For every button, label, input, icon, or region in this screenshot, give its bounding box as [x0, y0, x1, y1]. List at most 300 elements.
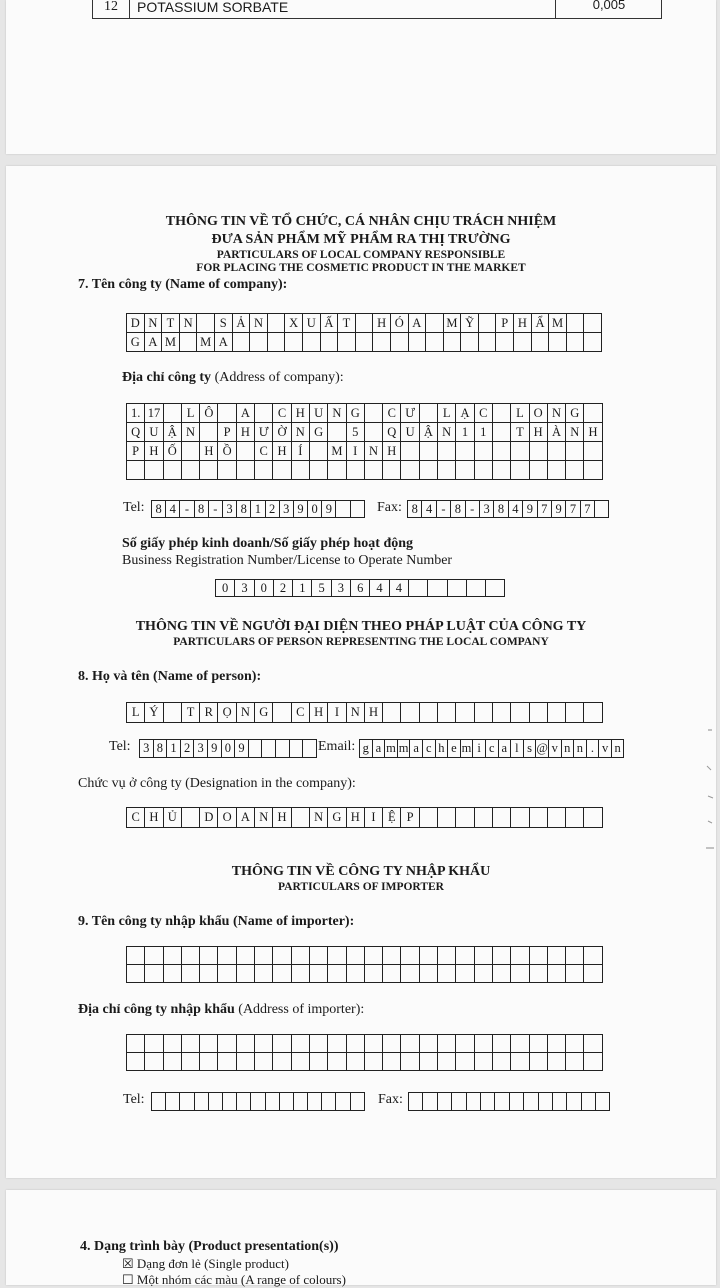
empty-char-box	[456, 965, 474, 983]
char-box	[351, 501, 365, 518]
char-box: Ạ	[456, 404, 474, 423]
char-box: Ọ	[218, 703, 236, 723]
char-box	[218, 404, 236, 423]
char-box: 8	[154, 740, 168, 758]
char-box: 7	[538, 501, 552, 518]
empty-char-box	[127, 1035, 145, 1053]
char-box: Ư	[401, 404, 419, 423]
char-box	[566, 703, 584, 723]
empty-char-box	[548, 947, 566, 965]
char-box: 1	[456, 423, 474, 442]
char-box: -	[437, 501, 451, 518]
char-box: H	[365, 703, 383, 723]
char-box	[197, 314, 215, 333]
char-box: N	[438, 423, 456, 442]
empty-char-box	[456, 1035, 474, 1053]
char-box: 4	[370, 580, 389, 597]
empty-char-box	[145, 1035, 163, 1053]
empty-char-box	[530, 1035, 548, 1053]
char-box: @	[536, 740, 549, 758]
char-box: N	[365, 442, 383, 461]
char-box	[347, 461, 365, 480]
empty-char-box	[584, 1053, 602, 1071]
empty-char-box	[475, 1053, 493, 1071]
empty-char-box	[584, 1035, 602, 1053]
char-box: H	[273, 808, 291, 828]
char-box: 1.	[127, 404, 145, 423]
char-box	[532, 333, 550, 352]
char-box	[584, 442, 602, 461]
char-box: A	[237, 808, 255, 828]
char-box	[438, 808, 456, 828]
char-box: I	[365, 808, 383, 828]
empty-char-box	[438, 965, 456, 983]
local-title-en-1: PARTICULARS OF LOCAL COMPANY RESPONSIBLE	[216, 249, 506, 261]
char-box: H	[530, 423, 548, 442]
char-box	[426, 333, 444, 352]
char-box	[420, 461, 438, 480]
empty-char-box	[530, 947, 548, 965]
char-box	[401, 703, 419, 723]
char-box	[383, 461, 401, 480]
char-box: Ồ	[218, 442, 236, 461]
char-box: 7	[581, 501, 595, 518]
empty-char-box	[200, 1053, 218, 1071]
char-box	[493, 442, 511, 461]
char-box: -	[180, 501, 194, 518]
char-box	[456, 442, 474, 461]
empty-char-box	[420, 1053, 438, 1071]
char-box	[584, 314, 602, 333]
empty-char-box	[322, 1093, 336, 1111]
empty-char-box	[273, 947, 291, 965]
char-box	[255, 461, 273, 480]
char-box	[426, 314, 444, 333]
char-box: a	[410, 740, 423, 758]
char-box: Ậ	[164, 423, 182, 442]
char-box: 0	[255, 580, 274, 597]
empty-char-box	[292, 965, 310, 983]
char-box	[420, 703, 438, 723]
char-box	[200, 461, 218, 480]
person-tel-grid	[139, 739, 317, 758]
char-box	[420, 808, 438, 828]
document-page-2	[6, 166, 716, 1178]
empty-char-box	[481, 1093, 495, 1111]
char-box: G	[328, 808, 346, 828]
char-box: H	[292, 404, 310, 423]
empty-char-box	[347, 965, 365, 983]
char-box	[475, 442, 493, 461]
char-box: 1	[251, 501, 265, 518]
char-box: T	[162, 314, 180, 333]
empty-char-box	[511, 1053, 529, 1071]
empty-char-box	[310, 965, 328, 983]
empty-char-box	[553, 1093, 567, 1111]
char-box: 3	[140, 740, 154, 758]
char-box	[566, 442, 584, 461]
char-box: À	[548, 423, 566, 442]
char-box	[373, 333, 391, 352]
char-box	[328, 461, 346, 480]
char-box: l	[511, 740, 524, 758]
empty-char-box	[548, 965, 566, 983]
row-number: 12	[93, 0, 130, 18]
char-box	[273, 461, 291, 480]
person-email-grid	[359, 739, 624, 758]
empty-char-box	[495, 1093, 509, 1111]
char-box	[549, 333, 567, 352]
char-box: Ý	[145, 703, 163, 723]
empty-char-box	[493, 1053, 511, 1071]
char-box	[511, 461, 529, 480]
char-box: G	[255, 703, 273, 723]
char-box	[448, 580, 467, 597]
char-box	[262, 740, 276, 758]
empty-char-box	[566, 947, 584, 965]
char-box	[584, 808, 602, 828]
option-single-product: ☒ Dạng đơn lẻ (Single product)	[122, 1256, 289, 1271]
char-box: N	[328, 404, 346, 423]
char-box	[461, 333, 479, 352]
empty-char-box	[596, 1093, 610, 1111]
empty-char-box	[566, 1035, 584, 1053]
char-box	[237, 442, 255, 461]
char-box: v	[599, 740, 612, 758]
empty-char-box	[365, 1035, 383, 1053]
empty-char-box	[584, 965, 602, 983]
char-box	[493, 423, 511, 442]
char-box: R	[200, 703, 218, 723]
char-box: 1	[475, 423, 493, 442]
char-box: 2	[266, 501, 280, 518]
char-box	[467, 580, 486, 597]
char-box: N	[237, 703, 255, 723]
importer-title-en: PARTICULARS OF IMPORTER	[278, 881, 444, 893]
empty-char-box	[438, 1035, 456, 1053]
char-box: 4	[422, 501, 436, 518]
char-box	[420, 442, 438, 461]
char-box: U	[401, 423, 419, 442]
empty-char-box	[524, 1093, 538, 1111]
empty-char-box	[223, 1093, 237, 1111]
char-box: N	[292, 423, 310, 442]
char-box	[530, 461, 548, 480]
empty-char-box	[475, 947, 493, 965]
empty-char-box	[145, 947, 163, 965]
empty-char-box	[182, 1035, 200, 1053]
char-box: Í	[292, 442, 310, 461]
person-tel-label: Tel:	[109, 739, 131, 754]
char-box	[310, 461, 328, 480]
empty-char-box	[401, 947, 419, 965]
empty-char-box	[510, 1093, 524, 1111]
char-box: Ấ	[321, 314, 339, 333]
char-box	[401, 442, 419, 461]
empty-char-box	[180, 1093, 194, 1111]
empty-char-box	[347, 1035, 365, 1053]
importer-fax-grid	[408, 1092, 610, 1111]
ingredient-value: 0,005	[555, 0, 662, 18]
empty-char-box	[145, 1053, 163, 1071]
char-box: 3	[280, 501, 294, 518]
char-box	[595, 501, 609, 518]
char-box: Ờ	[273, 423, 291, 442]
char-box: H	[145, 442, 163, 461]
char-box: G	[310, 423, 328, 442]
char-box: 2	[274, 580, 293, 597]
char-box	[391, 333, 409, 352]
char-box: 1	[293, 580, 312, 597]
char-box	[420, 404, 438, 423]
char-box	[530, 703, 548, 723]
char-box: C	[127, 808, 145, 828]
local-title-vi-1: THÔNG TIN VỀ TỔ CHỨC, CÁ NHÂN CHỊU TRÁCH NHIỆM	[165, 214, 557, 229]
char-box: A	[145, 333, 163, 352]
empty-char-box	[237, 1053, 255, 1071]
empty-char-box	[438, 947, 456, 965]
importer-name-grid	[126, 946, 603, 983]
char-box	[548, 808, 566, 828]
char-box	[182, 461, 200, 480]
empty-char-box	[218, 1035, 236, 1053]
char-box	[514, 333, 532, 352]
empty-char-box	[328, 947, 346, 965]
product-presentation-label: 4. Dạng trình bày (Product presentation(s))	[80, 1239, 339, 1254]
char-box: 6	[351, 580, 370, 597]
empty-char-box	[566, 965, 584, 983]
char-box	[456, 703, 474, 723]
char-box: N	[145, 314, 163, 333]
char-box: M	[549, 314, 567, 333]
char-box: H	[373, 314, 391, 333]
char-box: 8	[237, 501, 251, 518]
char-box: -	[209, 501, 223, 518]
char-box: 5	[347, 423, 365, 442]
char-box	[145, 461, 163, 480]
char-box: Q	[127, 423, 145, 442]
empty-char-box	[365, 965, 383, 983]
person-title-en: PARTICULARS OF PERSON REPRESENTING THE LOCAL COMPANY	[173, 636, 549, 648]
empty-char-box	[292, 947, 310, 965]
empty-char-box	[266, 1093, 280, 1111]
char-box	[268, 333, 286, 352]
char-box	[409, 580, 428, 597]
char-box	[182, 442, 200, 461]
empty-char-box	[511, 1035, 529, 1053]
char-box: T	[338, 314, 356, 333]
char-box	[511, 808, 529, 828]
person-name-grid	[126, 702, 603, 723]
char-box: G	[566, 404, 584, 423]
char-box	[486, 580, 505, 597]
char-box	[511, 442, 529, 461]
char-box: 3	[235, 580, 254, 597]
char-box	[383, 703, 401, 723]
empty-char-box	[420, 1035, 438, 1053]
char-box	[336, 501, 350, 518]
empty-char-box	[200, 965, 218, 983]
empty-char-box	[166, 1093, 180, 1111]
license-label-vi: Số giấy phép kinh doanh/Số giấy phép hoạt động	[122, 536, 414, 551]
char-box	[444, 333, 462, 352]
char-box: s	[524, 740, 537, 758]
char-box: 0	[308, 501, 322, 518]
char-box: C	[292, 703, 310, 723]
char-box: 2	[181, 740, 195, 758]
char-box: S	[215, 314, 233, 333]
empty-char-box	[347, 1053, 365, 1071]
char-box: L	[127, 703, 145, 723]
char-box: Ệ	[383, 808, 401, 828]
char-box	[365, 423, 383, 442]
char-box: c	[486, 740, 499, 758]
company-tel-grid	[151, 500, 365, 518]
char-box: L	[511, 404, 529, 423]
empty-char-box	[511, 947, 529, 965]
char-box	[164, 404, 182, 423]
empty-char-box	[273, 1035, 291, 1053]
char-box: Ư	[255, 423, 273, 442]
char-box	[479, 314, 497, 333]
char-box: 3	[480, 501, 494, 518]
empty-char-box	[195, 1093, 209, 1111]
empty-char-box	[584, 947, 602, 965]
empty-char-box	[383, 965, 401, 983]
char-box: G	[347, 404, 365, 423]
char-box: 4	[166, 501, 180, 518]
char-box	[401, 461, 419, 480]
char-box	[321, 333, 339, 352]
char-box	[250, 333, 268, 352]
char-box: c	[423, 740, 436, 758]
char-box: n	[612, 740, 625, 758]
char-box	[285, 333, 303, 352]
empty-char-box	[475, 965, 493, 983]
empty-char-box	[582, 1093, 596, 1111]
char-box: T	[182, 703, 200, 723]
empty-char-box	[218, 965, 236, 983]
license-number-grid	[215, 579, 505, 597]
empty-char-box	[351, 1093, 365, 1111]
empty-char-box	[237, 947, 255, 965]
empty-char-box	[310, 1035, 328, 1053]
empty-char-box	[383, 1053, 401, 1071]
char-box: h	[436, 740, 449, 758]
char-box	[548, 703, 566, 723]
char-box	[475, 703, 493, 723]
fax-label: Fax:	[377, 500, 402, 515]
empty-char-box	[328, 1035, 346, 1053]
char-box: N	[566, 423, 584, 442]
char-box: C	[383, 404, 401, 423]
char-box	[365, 461, 383, 480]
char-box: g	[360, 740, 373, 758]
empty-char-box	[255, 965, 273, 983]
char-box	[338, 333, 356, 352]
empty-char-box	[182, 965, 200, 983]
char-box: 0	[216, 580, 235, 597]
char-box: Ủ	[164, 808, 182, 828]
empty-char-box	[182, 947, 200, 965]
empty-char-box	[164, 965, 182, 983]
empty-char-box	[409, 1093, 423, 1111]
char-box: Ó	[391, 314, 409, 333]
char-box: a	[499, 740, 512, 758]
char-box: H	[145, 808, 163, 828]
char-box: v	[549, 740, 562, 758]
char-box	[310, 442, 328, 461]
char-box: 9	[552, 501, 566, 518]
char-box: U	[145, 423, 163, 442]
license-label-en: Business Registration Number/License to Operate Number	[122, 553, 453, 568]
char-box	[584, 333, 602, 352]
char-box: 8	[195, 501, 209, 518]
char-box: H	[237, 423, 255, 442]
char-box	[356, 314, 374, 333]
local-title-vi-2: ĐƯA SẢN PHẨM MỸ PHẨM RA THỊ TRƯỜNG	[211, 232, 511, 247]
char-box	[584, 703, 602, 723]
char-box: N	[182, 423, 200, 442]
char-box: 8	[451, 501, 465, 518]
char-box: 3	[194, 740, 208, 758]
char-box	[567, 333, 585, 352]
empty-char-box	[237, 1093, 251, 1111]
empty-char-box	[420, 947, 438, 965]
char-box: M	[162, 333, 180, 352]
empty-char-box	[365, 1053, 383, 1071]
empty-char-box	[200, 947, 218, 965]
char-box	[290, 740, 304, 758]
empty-char-box	[566, 1053, 584, 1071]
char-box: 3	[223, 501, 237, 518]
char-box: G	[127, 333, 145, 352]
char-box: m	[385, 740, 398, 758]
char-box: P	[218, 423, 236, 442]
char-box: D	[127, 314, 145, 333]
char-box: H	[200, 442, 218, 461]
char-box: m	[461, 740, 474, 758]
char-box: m	[398, 740, 411, 758]
char-box: -	[466, 501, 480, 518]
char-box	[409, 333, 427, 352]
char-box	[493, 808, 511, 828]
empty-char-box	[127, 1053, 145, 1071]
empty-char-box	[209, 1093, 223, 1111]
empty-char-box	[164, 1053, 182, 1071]
char-box: C	[475, 404, 493, 423]
empty-char-box	[200, 1035, 218, 1053]
char-box	[584, 404, 602, 423]
char-box: N	[548, 404, 566, 423]
empty-char-box	[310, 1053, 328, 1071]
empty-char-box	[127, 965, 145, 983]
char-box	[233, 333, 251, 352]
char-box	[303, 333, 321, 352]
char-box	[365, 404, 383, 423]
char-box	[292, 461, 310, 480]
char-box: P	[127, 442, 145, 461]
empty-char-box	[310, 947, 328, 965]
char-box: M	[197, 333, 215, 352]
company-fax-grid	[407, 500, 609, 518]
char-box: N	[255, 808, 273, 828]
char-box: 8	[494, 501, 508, 518]
margin-scan-marks	[702, 726, 716, 856]
char-box	[530, 808, 548, 828]
char-box: Q	[383, 423, 401, 442]
importer-name-label: 9. Tên công ty nhập khẩu (Name of importer):	[78, 914, 355, 929]
